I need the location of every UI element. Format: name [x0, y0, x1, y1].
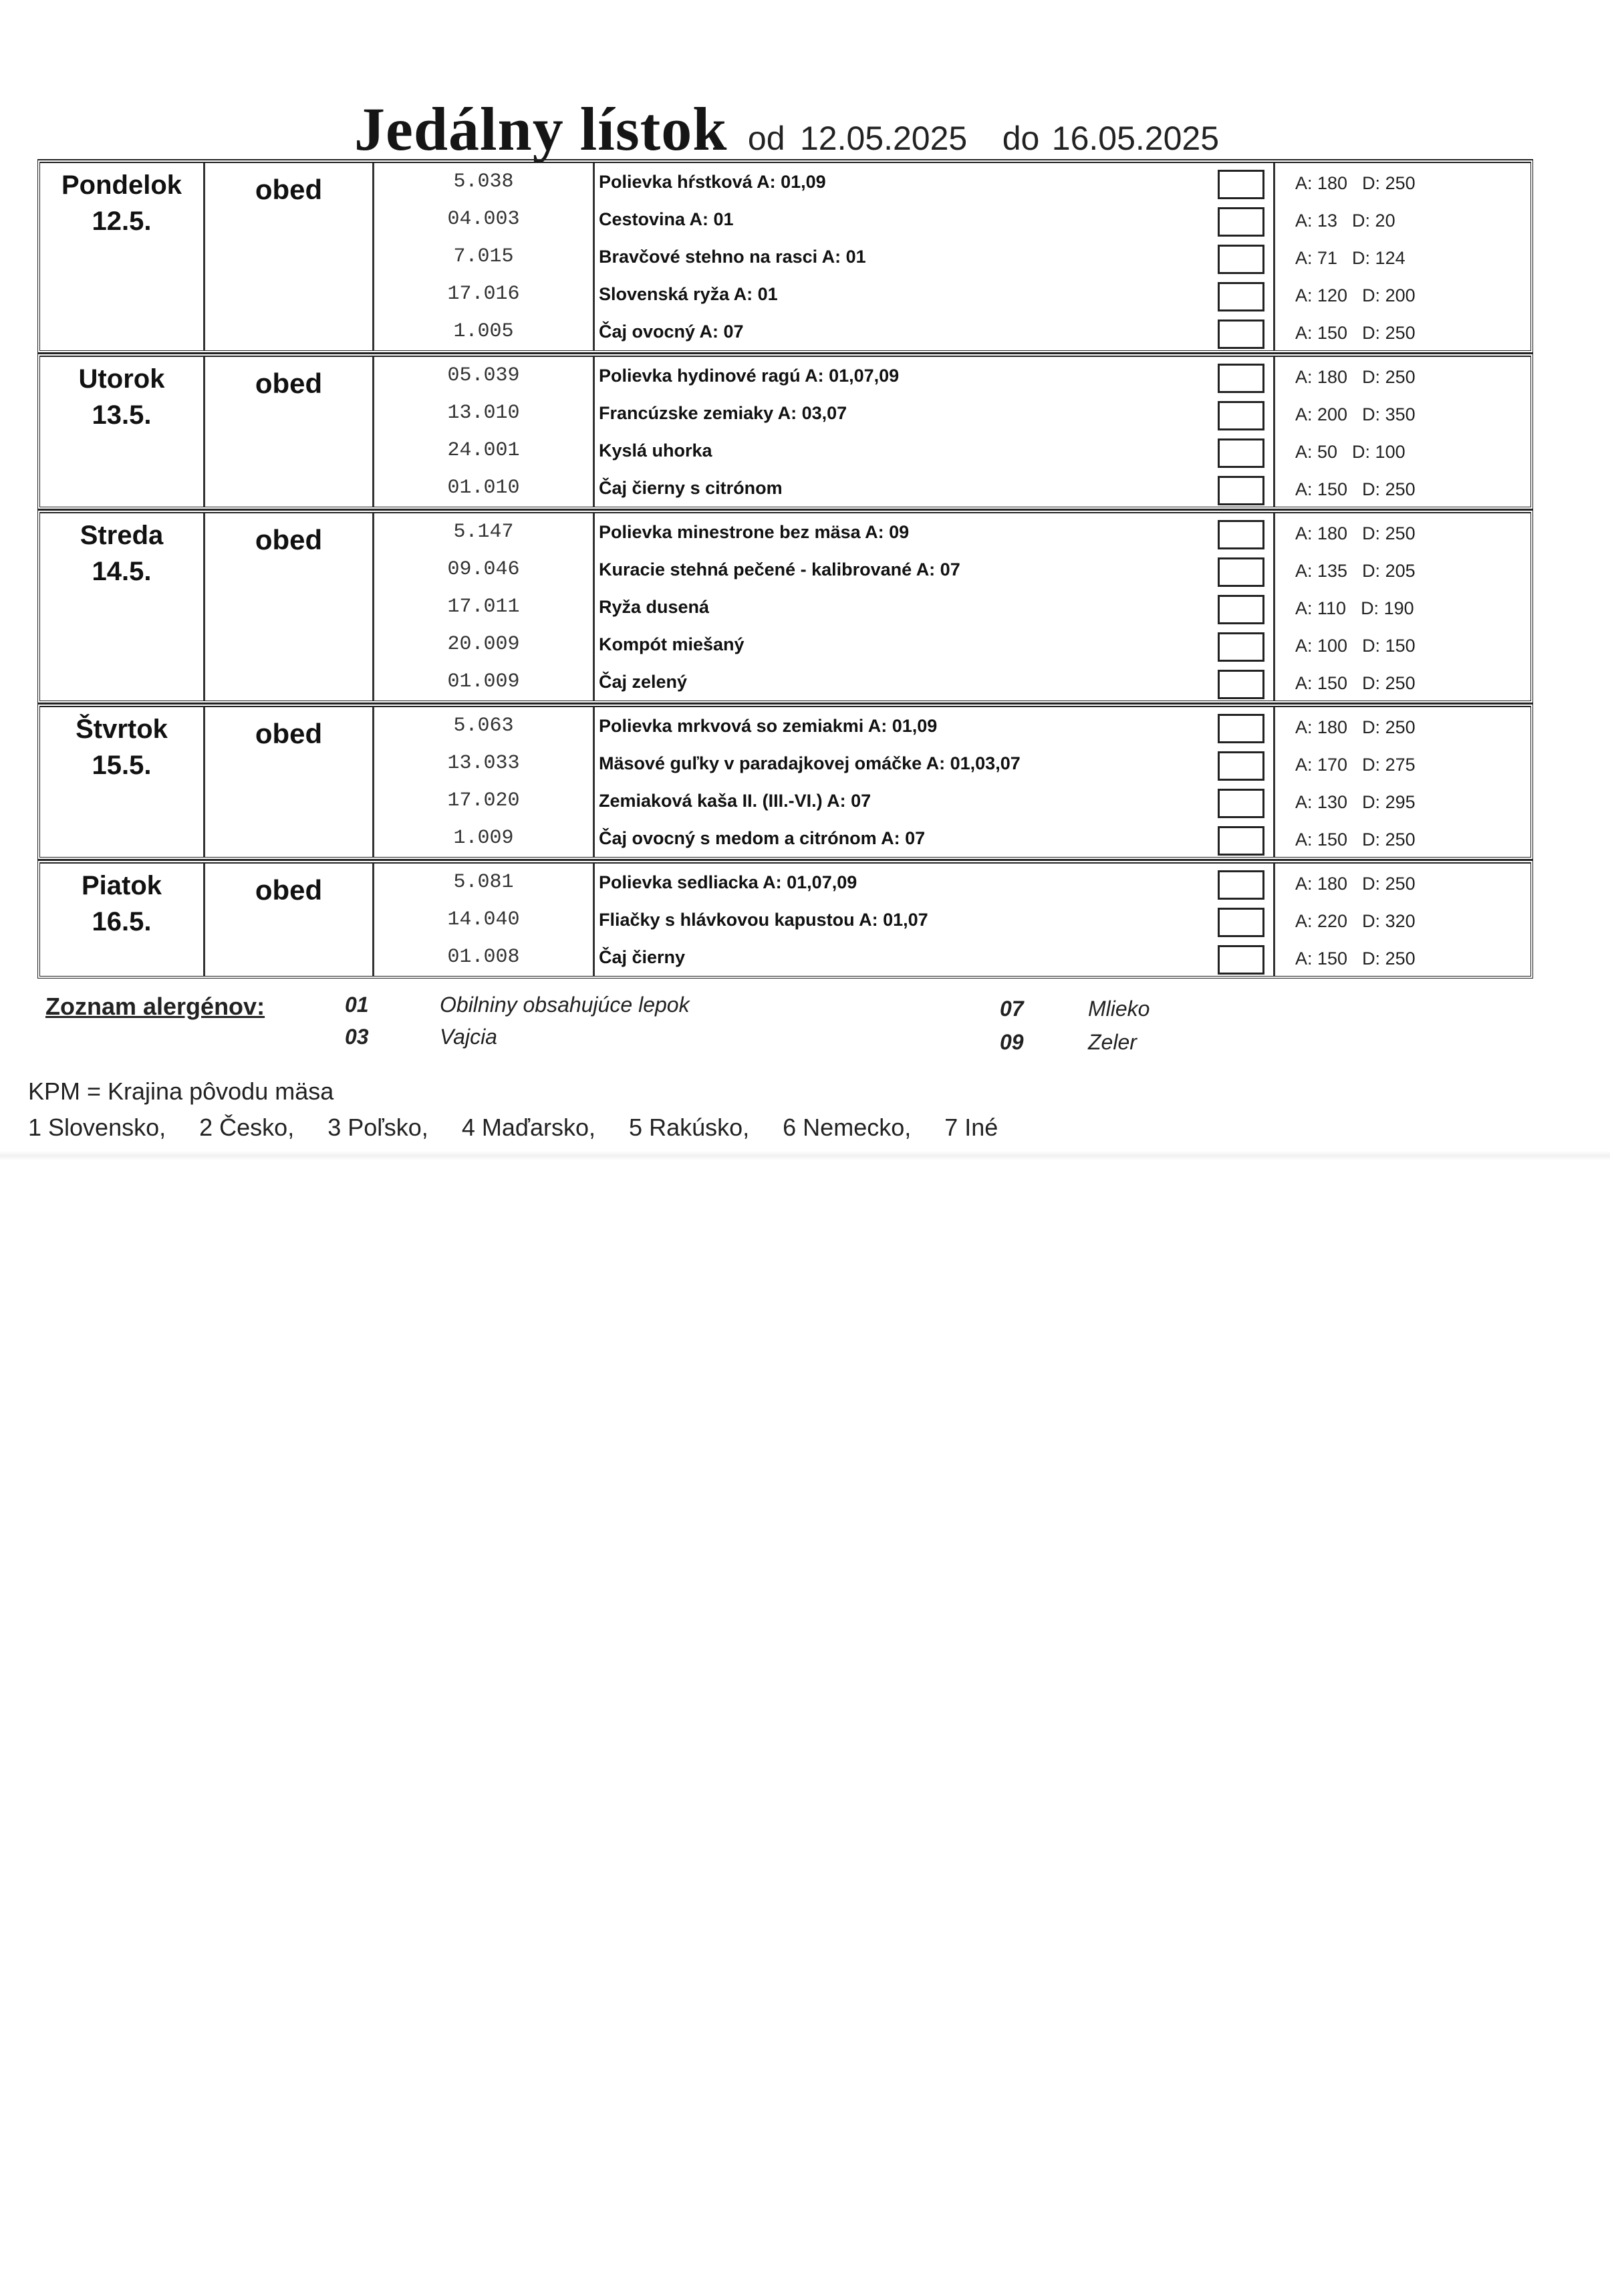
- dish-name: Polievka hŕstková A: 01,09: [599, 172, 826, 192]
- portion-adult: A: 150: [1295, 948, 1348, 969]
- menu-row: [374, 201, 1530, 238]
- dish-code: 5.147: [374, 513, 595, 551]
- dish-name: Francúzske zemiaky A: 03,07: [599, 403, 847, 423]
- meal-type: obed: [205, 357, 374, 507]
- day-name: Utorok: [78, 364, 165, 394]
- dish-name: Čaj čierny: [599, 947, 686, 967]
- portion-sizes: [1273, 782, 1554, 819]
- dish-name: Čaj ovocný A: 07: [599, 322, 744, 342]
- country-list: [28, 1114, 1025, 1142]
- portion-child: D: 250: [1362, 523, 1416, 543]
- dish-code: 1.009: [374, 819, 595, 857]
- order-checkbox[interactable]: [1218, 908, 1264, 937]
- menu-row: [374, 275, 1530, 313]
- portion-child: D: 124: [1352, 248, 1405, 268]
- portion-adult: A: 180: [1295, 874, 1348, 894]
- dish-name: Čaj zelený: [599, 672, 688, 692]
- menu-row: [374, 588, 1530, 626]
- portion-child: D: 200: [1362, 285, 1416, 305]
- country-item: 5 Rakúsko,: [629, 1114, 750, 1141]
- portion-sizes: [1273, 663, 1554, 700]
- dish-code: 01.009: [374, 663, 595, 700]
- portion-child: D: 250: [1362, 479, 1416, 499]
- portion-adult: A: 180: [1295, 717, 1348, 737]
- dish-name: Cestovina A: 01: [599, 209, 734, 229]
- dish-name: Čaj ovocný s medom a citrónom A: 07: [599, 828, 926, 848]
- portion-adult: A: 180: [1295, 173, 1348, 193]
- day-date: 12.5.: [92, 207, 152, 236]
- portion-sizes: [1273, 275, 1554, 313]
- portion-adult: A: 180: [1295, 523, 1348, 543]
- menu-row: [374, 663, 1530, 700]
- portion-child: D: 150: [1362, 636, 1416, 656]
- portion-sizes: [1273, 938, 1554, 976]
- country-item: 1 Slovensko,: [28, 1114, 166, 1141]
- country-item: 3 Poľsko,: [327, 1114, 428, 1141]
- order-checkbox[interactable]: [1218, 520, 1264, 549]
- dish-code: 20.009: [374, 626, 595, 663]
- allergen-code: 07: [1000, 997, 1024, 1021]
- allergen-list-title: Zoznam alergénov:: [45, 993, 265, 1020]
- day-name: Streda: [80, 521, 164, 550]
- portion-child: D: 250: [1362, 367, 1416, 387]
- portion-sizes: [1273, 163, 1554, 201]
- order-checkbox[interactable]: [1218, 364, 1264, 393]
- allergen-code: 09: [1000, 1030, 1024, 1054]
- order-checkbox[interactable]: [1218, 282, 1264, 311]
- portion-adult: A: 150: [1295, 479, 1348, 499]
- dish-code: 1.005: [374, 313, 595, 350]
- portion-child: D: 250: [1362, 323, 1416, 343]
- order-checkbox[interactable]: [1218, 476, 1264, 505]
- portion-sizes: [1273, 551, 1554, 588]
- day-label: [40, 864, 205, 976]
- dish-name: Kompót miešaný: [599, 634, 745, 654]
- order-checkbox[interactable]: [1218, 170, 1264, 199]
- portion-child: D: 20: [1352, 211, 1395, 231]
- portion-sizes: [1273, 357, 1554, 394]
- menu-row: [374, 901, 1530, 938]
- portion-adult: A: 120: [1295, 285, 1348, 305]
- portion-adult: A: 150: [1295, 673, 1348, 693]
- allergen-code: 03: [345, 1025, 369, 1049]
- country-item: 4 Maďarsko,: [461, 1114, 596, 1141]
- dish-name: Bravčové stehno na rasci A: 01: [599, 247, 866, 267]
- dish-name: Mäsové guľky v paradajkovej omáčke A: 01,03,07: [599, 753, 1021, 773]
- portion-sizes: [1273, 901, 1554, 938]
- dish-name: Zemiaková kaša II. (III.-VI.) A: 07: [599, 791, 871, 811]
- portion-child: D: 275: [1362, 755, 1416, 775]
- portion-child: D: 250: [1362, 673, 1416, 693]
- dish-code: 17.016: [374, 275, 595, 313]
- day-date: 15.5.: [92, 751, 152, 780]
- menu-row: [374, 864, 1530, 901]
- menu-row: [374, 432, 1530, 469]
- order-checkbox[interactable]: [1218, 945, 1264, 975]
- order-checkbox[interactable]: [1218, 401, 1264, 430]
- portion-adult: A: 13: [1295, 211, 1338, 231]
- portion-adult: A: 130: [1295, 792, 1348, 812]
- dish-code: 5.063: [374, 707, 595, 745]
- order-checkbox[interactable]: [1218, 751, 1264, 781]
- menu-row: [374, 238, 1530, 275]
- portion-adult: A: 150: [1295, 323, 1348, 343]
- portion-adult: A: 180: [1295, 367, 1348, 387]
- day-block: [37, 159, 1533, 353]
- portion-child: D: 100: [1352, 442, 1405, 462]
- portion-child: D: 190: [1361, 598, 1414, 618]
- portion-child: D: 320: [1362, 911, 1416, 931]
- from-label: od: [747, 120, 785, 157]
- dish-code: 05.039: [374, 357, 595, 394]
- menu-row: [374, 513, 1530, 551]
- portion-child: D: 350: [1362, 404, 1416, 424]
- menu-row: [374, 626, 1530, 663]
- order-checkbox[interactable]: [1218, 207, 1264, 237]
- dish-code: 17.020: [374, 782, 595, 819]
- dish-code: 01.010: [374, 469, 595, 507]
- dish-code: 01.008: [374, 938, 595, 976]
- dish-code: 17.011: [374, 588, 595, 626]
- dish-name: Slovenská ryža A: 01: [599, 284, 778, 304]
- order-checkbox[interactable]: [1218, 632, 1264, 662]
- portion-sizes: [1273, 432, 1554, 469]
- portion-sizes: [1273, 394, 1554, 432]
- portion-sizes: [1273, 201, 1554, 238]
- day-name: Pondelok: [61, 170, 182, 200]
- portion-sizes: [1273, 864, 1554, 901]
- dish-code: 13.010: [374, 394, 595, 432]
- dish-name: Kuracie stehná pečené - kalibrované A: 07: [599, 559, 960, 580]
- meal-type: obed: [205, 163, 374, 350]
- dish-code: 5.038: [374, 163, 595, 201]
- menu-row: [374, 745, 1530, 782]
- portion-sizes: [1273, 469, 1554, 507]
- order-checkbox[interactable]: [1218, 438, 1264, 468]
- menu-row: [374, 551, 1530, 588]
- menu-row: [374, 357, 1530, 394]
- day-name: Piatok: [81, 871, 162, 900]
- day-label: [40, 707, 205, 857]
- dish-name: Fliačky s hlávkovou kapustou A: 01,07: [599, 910, 928, 930]
- portion-sizes: [1273, 626, 1554, 663]
- dish-code: 7.015: [374, 238, 595, 275]
- day-label: [40, 357, 205, 507]
- meal-type: obed: [205, 513, 374, 700]
- day-date: 14.5.: [92, 557, 152, 586]
- allergen-name: Zeler: [1088, 1030, 1137, 1054]
- portion-adult: A: 150: [1295, 830, 1348, 850]
- order-checkbox[interactable]: [1218, 826, 1264, 856]
- portion-adult: A: 50: [1295, 442, 1338, 462]
- order-checkbox[interactable]: [1218, 557, 1264, 587]
- dish-code: 04.003: [374, 201, 595, 238]
- order-checkbox[interactable]: [1218, 670, 1264, 699]
- menu-row: [374, 782, 1530, 819]
- dish-name: Kyslá uhorka: [599, 440, 712, 461]
- day-name: Štvrtok: [76, 715, 168, 744]
- portion-adult: A: 110: [1295, 598, 1347, 618]
- order-checkbox[interactable]: [1218, 789, 1264, 818]
- country-item: 2 Česko,: [199, 1114, 295, 1141]
- menu-row: [374, 394, 1530, 432]
- order-checkbox[interactable]: [1218, 245, 1264, 274]
- menu-row: [374, 819, 1530, 857]
- dish-name: Čaj čierny s citrónom: [599, 478, 783, 498]
- order-checkbox[interactable]: [1218, 714, 1264, 743]
- portion-child: D: 205: [1362, 561, 1416, 581]
- portion-adult: A: 170: [1295, 755, 1348, 775]
- menu-row: [374, 938, 1530, 976]
- scan-artifact: [0, 1151, 1610, 1160]
- menu-table: [37, 159, 1533, 979]
- order-checkbox[interactable]: [1218, 595, 1264, 624]
- allergen-code: 01: [345, 993, 369, 1017]
- day-block: [37, 860, 1533, 979]
- from-date: 12.05.2025: [799, 120, 968, 157]
- to-date: 16.05.2025: [1051, 120, 1220, 157]
- portion-adult: A: 71: [1295, 248, 1338, 268]
- portion-child: D: 250: [1362, 948, 1416, 969]
- day-label: [40, 163, 205, 350]
- portion-child: D: 250: [1362, 173, 1416, 193]
- dish-name: Polievka sedliacka A: 01,07,09: [599, 872, 857, 892]
- kpm-legend: KPM = Krajina pôvodu mäsa: [28, 1077, 334, 1105]
- menu-row: [374, 469, 1530, 507]
- dish-name: Polievka hydinové ragú A: 01,07,09: [599, 366, 900, 386]
- dish-code: 5.081: [374, 864, 595, 901]
- page-header: [354, 94, 1219, 167]
- allergen-name: Mlieko: [1088, 997, 1150, 1021]
- meal-type: obed: [205, 707, 374, 857]
- meal-type: obed: [205, 864, 374, 976]
- dish-name: Ryža dusená: [599, 597, 710, 617]
- portion-sizes: [1273, 313, 1554, 350]
- portion-child: D: 250: [1362, 717, 1416, 737]
- portion-sizes: [1273, 513, 1554, 551]
- portion-sizes: [1273, 707, 1554, 745]
- portion-adult: A: 100: [1295, 636, 1348, 656]
- menu-row: [374, 313, 1530, 350]
- dish-name: Polievka minestrone bez mäsa A: 09: [599, 522, 910, 542]
- portion-adult: A: 135: [1295, 561, 1348, 581]
- order-checkbox[interactable]: [1218, 870, 1264, 900]
- day-block: [37, 353, 1533, 509]
- portion-sizes: [1273, 588, 1554, 626]
- order-checkbox[interactable]: [1218, 320, 1264, 349]
- portion-sizes: [1273, 238, 1554, 275]
- portion-child: D: 250: [1362, 874, 1416, 894]
- dish-code: 13.033: [374, 745, 595, 782]
- portion-adult: A: 220: [1295, 911, 1348, 931]
- day-label: [40, 513, 205, 700]
- allergen-name: Vajcia: [440, 1025, 497, 1049]
- dish-code: 24.001: [374, 432, 595, 469]
- menu-row: [374, 707, 1530, 745]
- dish-code: 14.040: [374, 901, 595, 938]
- country-item: 7 Iné: [944, 1114, 998, 1141]
- portion-sizes: [1273, 745, 1554, 782]
- portion-sizes: [1273, 819, 1554, 857]
- allergen-list: [45, 993, 1248, 1066]
- portion-child: D: 295: [1362, 792, 1416, 812]
- dish-name: Polievka mrkvová so zemiakmi A: 01,09: [599, 716, 938, 736]
- to-label: do: [1002, 120, 1040, 157]
- day-block: [37, 509, 1533, 703]
- day-date: 13.5.: [92, 400, 152, 430]
- country-item: 6 Nemecko,: [783, 1114, 912, 1141]
- day-block: [37, 703, 1533, 860]
- allergen-name: Obilniny obsahujúce lepok: [440, 993, 690, 1017]
- day-date: 16.5.: [92, 907, 152, 936]
- portion-child: D: 250: [1362, 830, 1416, 850]
- page-title: Jedálny lístok: [354, 95, 728, 163]
- portion-adult: A: 200: [1295, 404, 1348, 424]
- dish-code: 09.046: [374, 551, 595, 588]
- menu-row: [374, 163, 1530, 201]
